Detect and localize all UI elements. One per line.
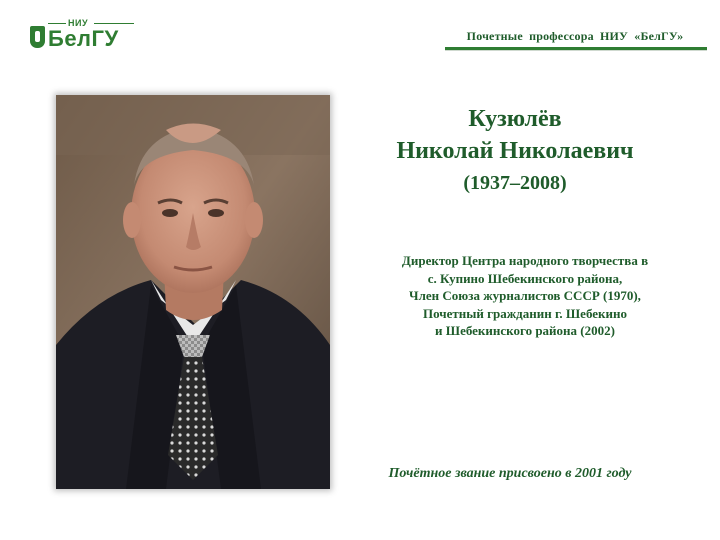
person-surname: Кузюлёв <box>468 106 562 132</box>
person-years: (1937–2008) <box>463 172 567 194</box>
description-line: Директор Центра народного творчества в <box>401 253 649 268</box>
description-line: с. Купино Шебекинского района, <box>427 270 623 286</box>
shield-icon <box>30 26 45 48</box>
portrait-photo <box>56 95 330 489</box>
honor-note: Почётное звание присвоено в 2001 году <box>388 466 632 481</box>
person-given-names: Николай Николаевич <box>396 138 634 164</box>
description-line: Почетный гражданин г. Шебекино <box>422 305 628 321</box>
logo-niu-text: НИУ <box>68 18 89 28</box>
logo-main-text: БелГУ <box>48 26 119 51</box>
logo-wordmark <box>48 18 119 52</box>
person-name-block <box>340 103 690 197</box>
header-divider-shadow <box>445 50 707 51</box>
description-line: Член Союза журналистов СССР (1970), <box>409 288 641 303</box>
header-title: Почетные профессора НИУ «БелГУ» <box>466 29 684 43</box>
description-line: и Шебекинского района (2002) <box>435 323 615 338</box>
person-description <box>360 252 690 340</box>
belgu-logo <box>30 18 119 52</box>
